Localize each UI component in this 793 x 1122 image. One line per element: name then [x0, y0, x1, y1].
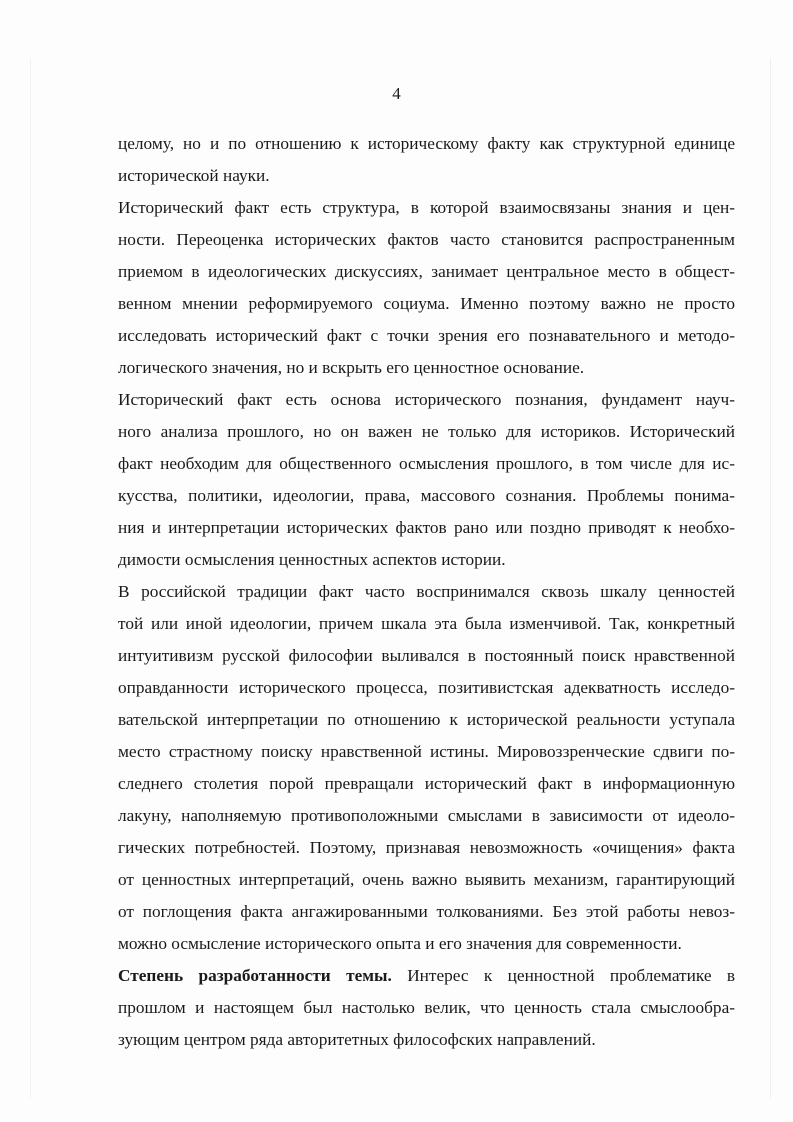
- text-line: той или иной идеологии, причем шкала эта была изменчивой. Так, конкретный: [118, 614, 735, 633]
- text-line: оправданности исторического процесса, позитивистская адекватность исследо-: [118, 678, 735, 697]
- text-line: [118, 960, 735, 992]
- text-line: место страстному поиску нравственной истины. Мировоззренческие сдвиги по-: [118, 742, 735, 761]
- paragraph-2: [118, 192, 735, 384]
- scan-edge-left: [30, 58, 31, 1098]
- text-line: прошлом и настоящем был настолько велик, что ценность стала смыслообра-: [118, 998, 735, 1017]
- text-line: от поглощения факта ангажированными толкованиями. Без этой работы невоз-: [118, 902, 735, 921]
- text-line: факт необходим для общественного осмысления прошлого, в том числе для ис-: [118, 454, 735, 473]
- paragraph-4: [118, 576, 735, 960]
- section-heading-inline: Степень разработанности темы.: [118, 966, 392, 985]
- text-line: ности. Переоценка исторических фактов часто становится распространенным: [118, 230, 735, 249]
- body-text: [118, 128, 735, 1056]
- text-line: ного анализа прошлого, но он важен не только для историков. Исторический: [118, 422, 735, 441]
- text-line: зующим центром ряда авторитетных философских направлений.: [118, 1030, 596, 1049]
- text-line: димости осмысления ценностных аспектов истории.: [118, 550, 506, 569]
- text-line: следнего столетия порой превращали исторический факт в информационную: [118, 774, 735, 793]
- text-line: В российской традиции факт часто воспринимался сквозь шкалу ценностей: [118, 582, 735, 601]
- text-line: от ценностных интерпретаций, очень важно выявить механизм, гарантирующий: [118, 870, 735, 889]
- paragraph-1: [118, 128, 735, 192]
- text-line: лакуну, наполняемую противоположными смыслами в зависимости от идеоло-: [118, 806, 735, 825]
- text-line: логического значения, но и вскрыть его ценностное основание.: [118, 358, 585, 377]
- scan-edge-right: [770, 58, 771, 1098]
- text-line: приемом в идеологических дискуссиях, занимает центральное место в общест-: [118, 262, 735, 281]
- text-line: венном мнении реформируемого социума. Именно поэтому важно не просто: [118, 294, 735, 313]
- text-line: кусства, политики, идеологии, права, массового сознания. Проблемы понима-: [118, 486, 735, 505]
- text-line: гических потребностей. Поэтому, признавая невозможность «очищения» факта: [118, 838, 735, 857]
- text-line: можно осмысление исторического опыта и его значения для современности.: [118, 934, 682, 953]
- page-number: 4: [392, 84, 401, 103]
- text-line: ния и интерпретации исторических фактов рано или поздно приводят к необхо-: [118, 518, 735, 537]
- text-line: целому, но и по отношению к историческому факту как структурной единице: [118, 134, 735, 153]
- text-line: вательской интерпретации по отношению к исторической реальности уступала: [118, 710, 735, 729]
- paragraph-3: [118, 384, 735, 576]
- text-line: Исторический факт есть структура, в которой взаимосвязаны знания и цен-: [118, 198, 735, 217]
- text-line: исследовать исторический факт с точки зрения его познавательного и методо-: [118, 326, 735, 345]
- text-line: интуитивизм русской философии выливался в постоянный поиск нравственной: [118, 646, 735, 665]
- paragraph-5: [118, 960, 735, 1056]
- text-line: Исторический факт есть основа исторического познания, фундамент науч-: [118, 390, 735, 409]
- text-line: исторической науки.: [118, 166, 270, 185]
- text-run: Интерес к ценностной проблематике в: [391, 966, 735, 985]
